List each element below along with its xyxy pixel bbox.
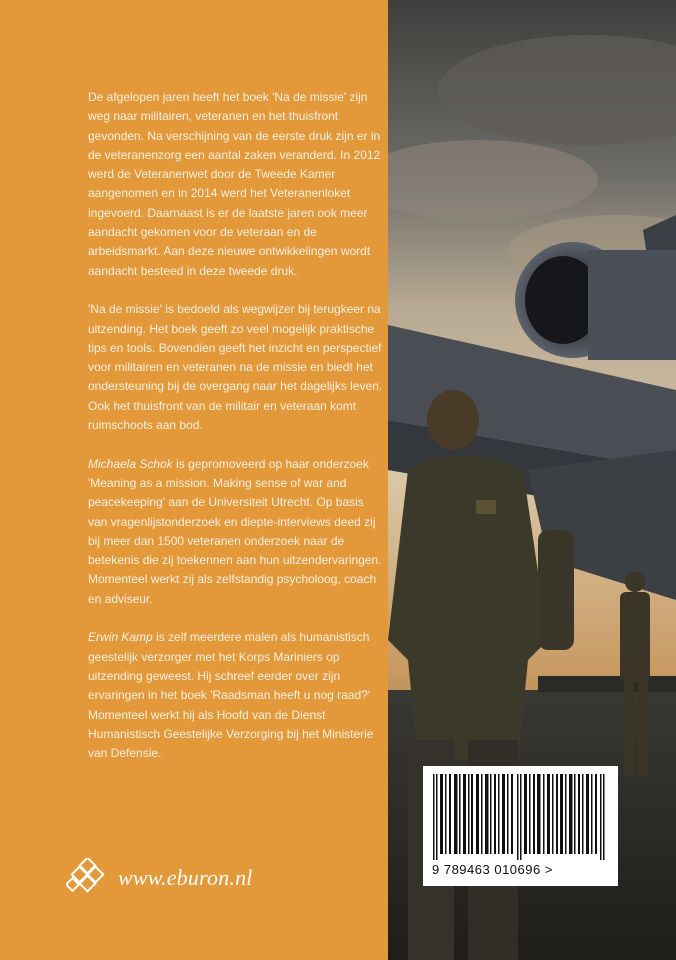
author-bio-kamp: Erwin Kamp is zelf meerdere malen als humanistisch geestelijk verzorger met het Korps Mariniers op uitzending geweest. Hij schreef eerder over zijn ervaringen in het boek 'Raadsman heeft u nog raad?' Momenteel werkt hij als Hoofd van de Dienst Humanistisch Geestelijke Verzorging bij het Ministerie van Defensie. <box>88 630 374 761</box>
blurb-paragraph-2: 'Na de missie' is bedoeld als wegwijzer bij terugkeer na uitzending. Het boek geeft zo veel mogelijk praktische tips en tools. Bovendien geeft het inzicht en perspectief voor militairen en veteranen na de missie en biedt het ondersteuning bij de overgang naar het dagelijks leven. Ook het thuisfront van de militair en veteraan komt ruimschoots aan bod. <box>88 302 383 433</box>
isbn-number: 9 789463 010696 > <box>432 862 553 877</box>
isbn-barcode <box>423 766 618 886</box>
blurb-paragraph-1: De afgelopen jaren heeft het boek 'Na de missie' zijn weg naar militairen, veteranen en het thuisfront gevonden. Na verschijning van de eerste druk zijn er in de veteranenzorg een aantal zaken veranderd. In 2012 werd de Veteranenwet door de Tweede Kamer aangenomen en in 2014 werd het Veteranenloket ingevoerd. Daarnaast is er de laatste jaren ook meer aandacht gekomen voor de veteraan en de arbeidsmarkt. Aan deze nieuwe ontwikkelingen wordt aandacht besteed in deze tweede druk. <box>88 90 381 278</box>
author-name: Michaela Schok <box>88 456 173 471</box>
barcode-bars-icon <box>433 774 609 860</box>
blurb-text <box>88 88 384 783</box>
publisher-logo <box>66 856 253 900</box>
eburon-diamond-icon <box>66 858 110 898</box>
author-bio-schok: Michaela Schok is gepromoveerd op haar onderzoek 'Meaning as a mission. Making sense of war and peacekeeping' aan de Universiteit Utrecht. Op basis van vragenlijstonderzoek en diepte-interviews deed zij bij meer dan 1500 veteranen onderzoek naar de betekenis die zij toekennen aan hun uitzendervaringen. Momenteel werkt zij als zelfstandig psycholoog, coach en adviseur. <box>88 456 382 606</box>
publisher-url[interactable]: www.eburon.nl <box>118 865 253 890</box>
author-name: Erwin Kamp <box>88 630 153 645</box>
